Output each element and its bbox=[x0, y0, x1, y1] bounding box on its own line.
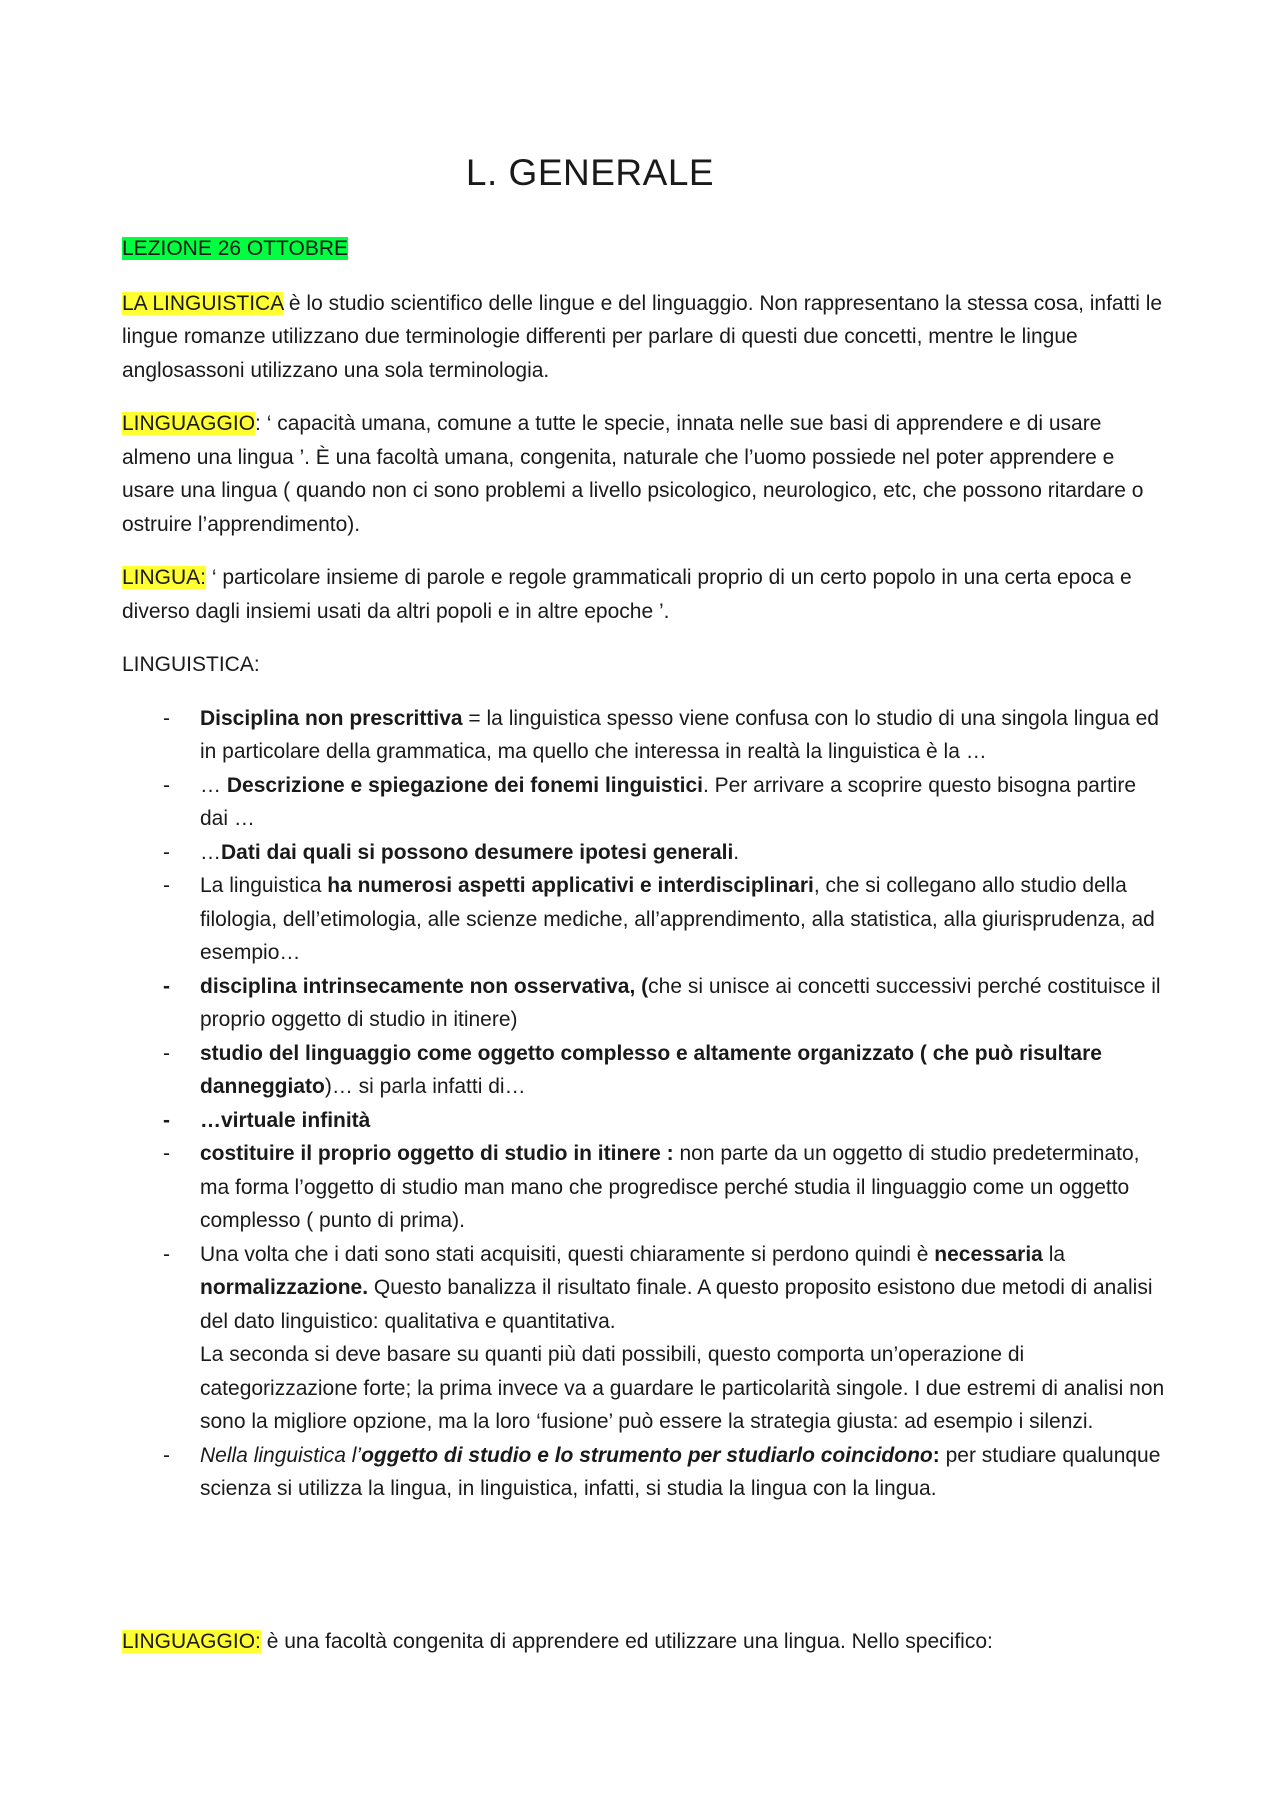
item-text: La linguistica bbox=[200, 874, 328, 897]
bold-text: Descrizione e spiegazione dei fonemi linguistici bbox=[226, 773, 703, 797]
paragraph-linguistica bbox=[122, 287, 1167, 388]
item-text: la bbox=[1042, 1242, 1066, 1266]
term-linguistica: LA LINGUISTICA bbox=[122, 291, 284, 315]
dash-marker: - bbox=[163, 706, 170, 730]
list-item bbox=[122, 970, 1167, 1037]
term-linguaggio: LINGUAGGIO bbox=[122, 412, 256, 435]
bold-text: : bbox=[932, 1443, 940, 1467]
dash-marker: - bbox=[163, 1443, 170, 1467]
italic-text: Nella linguistica l’ bbox=[200, 1443, 362, 1467]
section-label: LINGUISTICA: bbox=[122, 653, 260, 676]
lesson-highlight: LEZIONE 26 OTTOBRE bbox=[122, 237, 349, 260]
dash-marker: - bbox=[163, 874, 170, 897]
document-body bbox=[122, 232, 1167, 1506]
item-text: … bbox=[200, 840, 221, 864]
bold-text: normalizzazione. bbox=[200, 1276, 369, 1299]
bold-text: costituire il proprio oggetto di studio in itinere : bbox=[200, 1142, 674, 1165]
term-linguaggio-2: LINGUAGGIO: bbox=[122, 1630, 261, 1653]
item-text: non parte da un oggetto di studio predeterminato, ma forma l’oggetto di studio man mano che progredisce perché studia il linguaggio come un oggetto complesso ( punto di prima). bbox=[200, 1142, 1140, 1232]
dash-marker: - bbox=[163, 840, 170, 864]
bold-text: Disciplina non prescrittiva bbox=[200, 706, 463, 730]
dash-marker: - bbox=[163, 1242, 170, 1266]
paragraph-text: è lo studio scientifico delle lingue e del linguaggio. Non rappresentano la stessa cosa, infatti le lingue romanze utilizzano due terminologie differenti per parlare di questi due concetti, mentre le lingue anglosassoni utilizzano una sola terminologia. bbox=[122, 291, 1163, 382]
term-lingua: LINGUA: bbox=[122, 566, 207, 589]
list-item bbox=[122, 1037, 1167, 1104]
paragraph-text: ‘ particolare insieme di parole e regole grammaticali proprio di un certo popolo in una certa epoca e diverso dagli insiemi usati da altri popoli e in altre epoche ’. bbox=[122, 566, 1132, 623]
lesson-label bbox=[122, 232, 1167, 266]
bold-text: Dati dai quali si possono desumere ipotesi generali bbox=[221, 840, 734, 864]
page-title: L. GENERALE bbox=[465, 152, 715, 193]
item-text: Questo banalizza il risultato finale. A questo proposito esistono due metodi di analisi del dato linguistico: qualitativa e quantitativa. bbox=[200, 1276, 1153, 1333]
paragraph-linguaggio-2 bbox=[122, 1625, 1167, 1659]
item-text: … bbox=[200, 773, 227, 797]
item-text: )… si parla infatti di… bbox=[324, 1075, 526, 1098]
list-item bbox=[122, 769, 1167, 836]
item-text: che si unisce ai concetti successivi perché costituisce il proprio oggetto di studio in itinere) bbox=[200, 974, 1161, 1031]
item-text: = la linguistica spesso viene confusa con lo studio di una singola lingua ed in particolare della grammatica, ma quello che interessa in realtà la linguistica è la … bbox=[200, 706, 1159, 763]
list-item bbox=[122, 1104, 1167, 1138]
list-item bbox=[122, 1439, 1167, 1506]
list-item bbox=[122, 869, 1167, 970]
bold-text: …virtuale infinità bbox=[200, 1108, 371, 1132]
dash-marker: - bbox=[163, 974, 170, 998]
bold-italic-text: oggetto di studio e lo strumento per studiarlo coincidono bbox=[361, 1443, 933, 1467]
bold-text: studio del linguaggio come oggetto complesso e altamente organizzato ( che può risultare danneggiato bbox=[200, 1041, 1102, 1098]
list-item bbox=[122, 1238, 1167, 1439]
dash-marker: - bbox=[163, 1041, 170, 1065]
item-text: , che si collegano allo studio della filologia, dell’etimologia, alle scienze mediche, all’apprendimento, alla statistica, alla giurisprudenza, ad esempio… bbox=[200, 874, 1155, 964]
dash-marker: - bbox=[163, 1108, 170, 1132]
item-text: . Per arrivare a scoprire questo bisogna partire dai … bbox=[200, 773, 1136, 830]
item-text: Una volta che i dati sono stati acquisiti, questi chiaramente si perdono quindi è bbox=[200, 1242, 935, 1266]
item-text: . bbox=[733, 840, 740, 864]
paragraph-lingua bbox=[122, 561, 1167, 628]
item-text: per studiare qualunque scienza si utilizza la lingua, in linguistica, infatti, si studia la lingua con la lingua. bbox=[200, 1443, 1161, 1500]
bold-text: necessaria bbox=[934, 1242, 1043, 1266]
bullet-list bbox=[122, 702, 1167, 1506]
bold-text: disciplina intrinsecamente non osservativa, ( bbox=[200, 974, 649, 998]
paragraph-linguaggio bbox=[122, 407, 1167, 541]
list-item bbox=[122, 1137, 1167, 1238]
dash-marker: - bbox=[163, 1142, 170, 1165]
item-text: La seconda si deve basare su quanti più dati possibili, questo comporta un’operazione di categorizzazione forte; la prima invece va a guardare le particolarità singole. I due estremi di analisi non sono la migliore opzione, ma la loro ‘fusione’ può essere la strategia giusta: ad esempio i silenzi. bbox=[200, 1343, 1165, 1433]
bold-text: ha numerosi aspetti applicativi e interdisciplinari bbox=[327, 874, 814, 897]
paragraph-text: : ‘ capacità umana, comune a tutte le specie, innata nelle sue basi di apprendere e di usare almeno una lingua ’. È una facoltà umana, congenita, naturale che l’uomo possiede nel poter apprendere e usare una lingua ( quando non ci sono problemi a livello psicologico, neurologico, etc, che possono ritardare o ostruire l’apprendimento). bbox=[122, 412, 1144, 536]
paragraph-text: è una facoltà congenita di apprendere ed utilizzare una lingua. Nello specifico: bbox=[260, 1630, 993, 1653]
list-item bbox=[122, 836, 1167, 870]
list-item bbox=[122, 702, 1167, 769]
dash-marker: - bbox=[163, 773, 170, 797]
